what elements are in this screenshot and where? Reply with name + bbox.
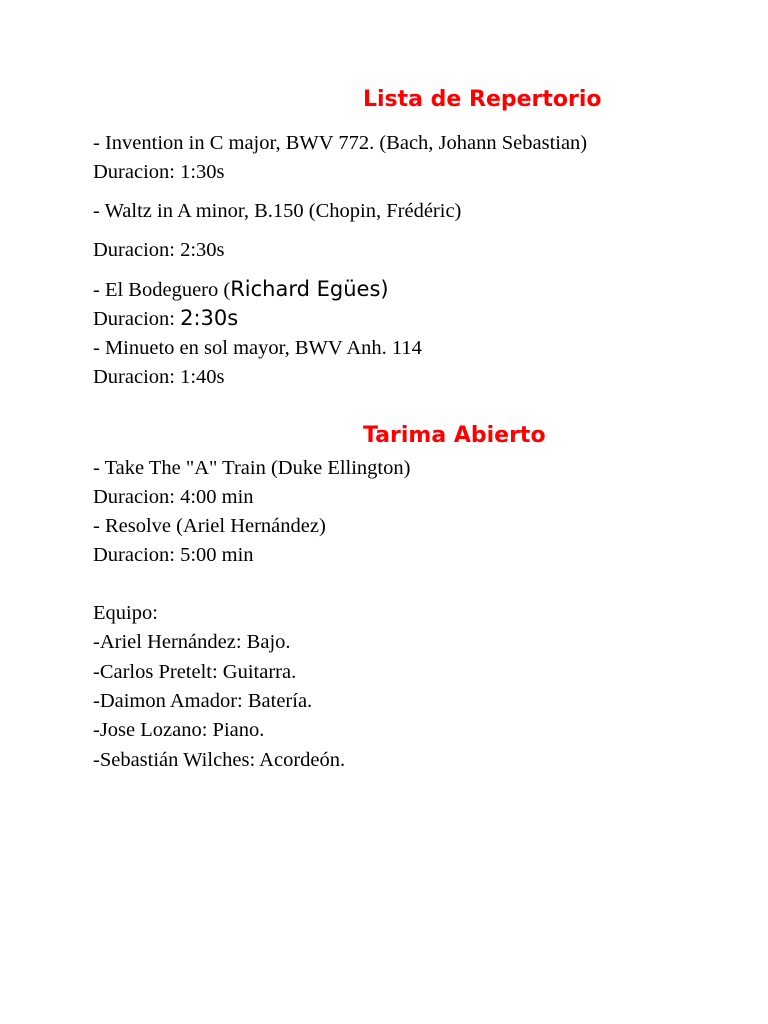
piece-line bbox=[93, 277, 389, 302]
piece-author: Richard Egües) bbox=[230, 277, 389, 301]
piece-line: - Invention in C major, BWV 772. (Bach, Johann Sebastian) bbox=[93, 132, 588, 154]
piece-line: - Waltz in A minor, B.150 (Chopin, Frédéric) bbox=[93, 200, 462, 222]
duration-line bbox=[93, 306, 238, 331]
duration-line: Duracion: 1:40s bbox=[93, 366, 225, 388]
section-title-tarima: Tarima Abierto bbox=[363, 423, 546, 448]
piece-line: - Resolve (Ariel Hernández) bbox=[93, 515, 326, 537]
piece-prefix: - El Bodeguero ( bbox=[93, 279, 231, 301]
team-member: -Ariel Hernández: Bajo. bbox=[93, 631, 291, 653]
duration-prefix: Duracion: bbox=[93, 308, 181, 330]
team-member: -Carlos Pretelt: Guitarra. bbox=[93, 661, 297, 683]
duration-line: Duracion: 5:00 min bbox=[93, 544, 254, 566]
duration-line: Duracion: 4:00 min bbox=[93, 486, 254, 508]
piece-line: - Take The "A" Train (Duke Ellington) bbox=[93, 457, 411, 479]
section-title-repertorio: Lista de Repertorio bbox=[363, 87, 602, 112]
duration-line: Duracion: 2:30s bbox=[93, 239, 225, 261]
team-label: Equipo: bbox=[93, 602, 158, 624]
duration-line: Duracion: 1:30s bbox=[93, 161, 225, 183]
duration-value: 2:30s bbox=[180, 306, 239, 330]
team-member: -Sebastián Wilches: Acordeón. bbox=[93, 749, 346, 771]
team-member: -Daimon Amador: Batería. bbox=[93, 690, 313, 712]
team-member: -Jose Lozano: Piano. bbox=[93, 719, 265, 741]
piece-line: - Minueto en sol mayor, BWV Anh. 114 bbox=[93, 337, 422, 359]
